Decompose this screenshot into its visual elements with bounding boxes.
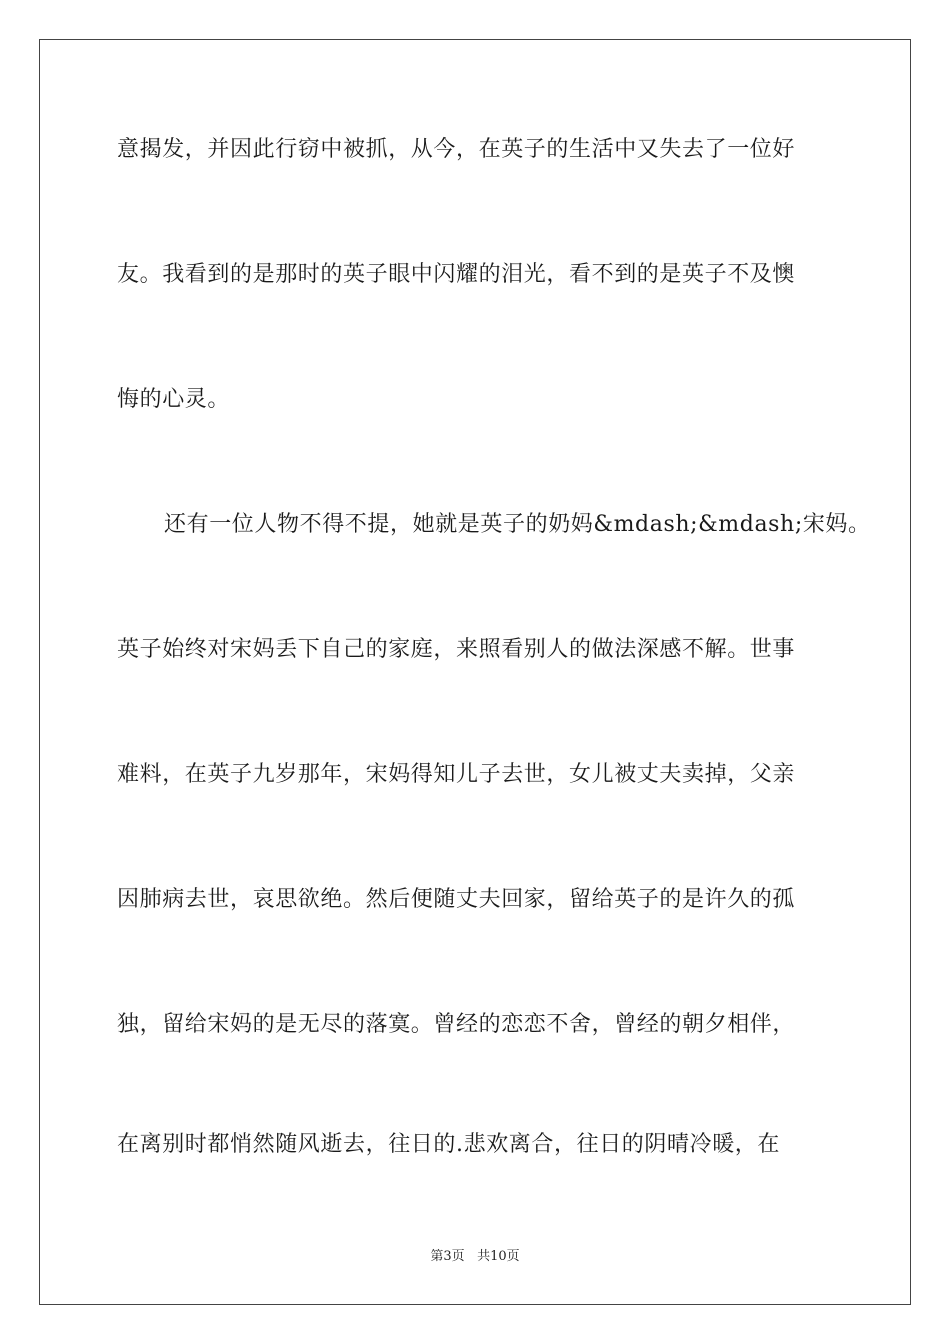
text-line: 意揭发，并因此行窃中被抓，从今，在英子的生活中又失去了一位好 xyxy=(117,137,796,162)
text-line: 难料，在英子九岁那年，宋妈得知儿子去世，女儿被丈夫卖掉，父亲 xyxy=(117,762,796,787)
text-line: 在离别时都悄然随风逝去，往日的.悲欢离合，往日的阴晴冷暖，在 xyxy=(117,1132,780,1157)
text-line: 友。我看到的是那时的英子眼中闪耀的泪光，看不到的是英子不及懊 xyxy=(117,262,796,287)
page-footer xyxy=(0,1248,950,1266)
text-line: 英子始终对宋妈丢下自己的家庭，来照看别人的做法深感不解。世事 xyxy=(117,637,796,662)
text-line: 因肺病去世，哀思欲绝。然后便随丈夫回家，留给英子的是许久的孤 xyxy=(117,887,796,912)
page-border xyxy=(39,39,911,1305)
page-number: 第3页 xyxy=(430,1249,465,1264)
text-line: 还有一位人物不得不提，她就是英子的奶妈&mdash;&mdash;宋妈。 xyxy=(164,512,871,537)
page-total: 共10页 xyxy=(477,1249,520,1264)
text-line: 悔的心灵。 xyxy=(117,387,231,412)
text-line: 独，留给宋妈的是无尽的落寞。曾经的恋恋不舍，曾经的朝夕相伴， xyxy=(117,1012,796,1037)
